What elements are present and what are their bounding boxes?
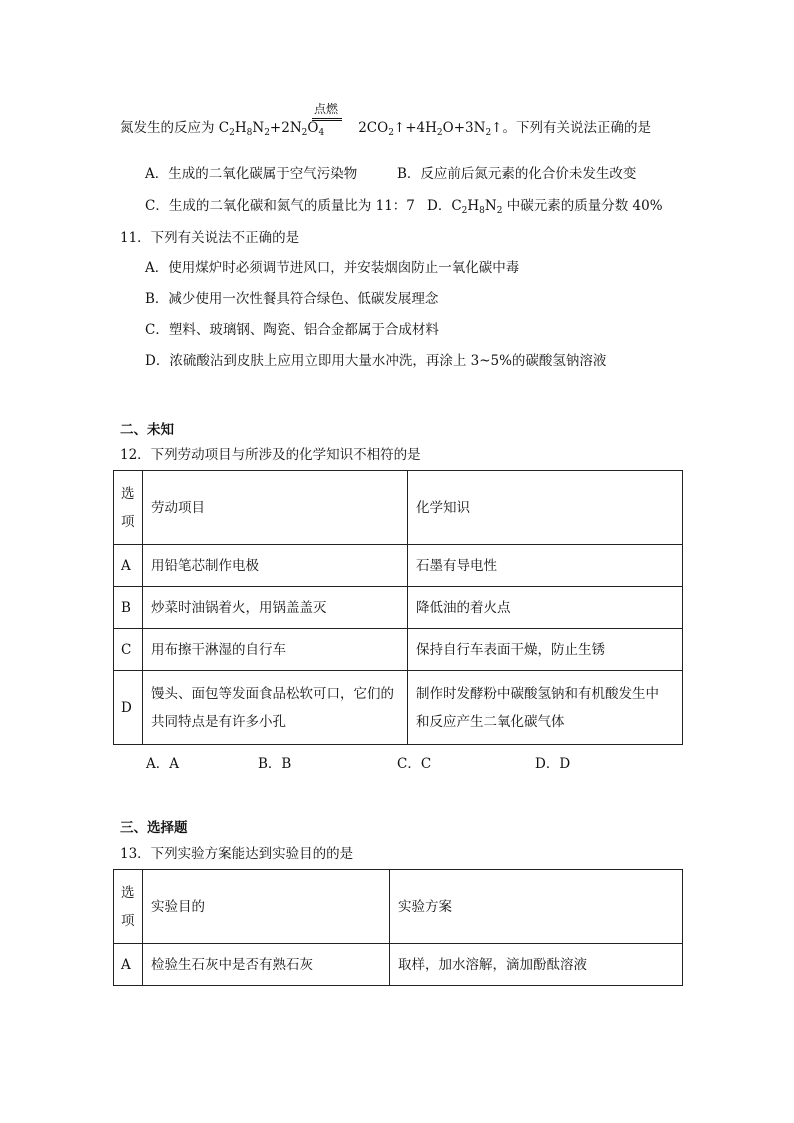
answer-option-b: B．B (258, 756, 292, 772)
table-header-row (114, 870, 683, 944)
table-row (114, 629, 683, 671)
row-col2: 保持自行车表面干燥，防止生锈 (408, 629, 683, 671)
section-three-title: 三、选择题 (120, 820, 188, 836)
q10-option-c: C．生成的二氧化碳和氮气的质量比为 11：7 (145, 198, 415, 214)
q11-option-c: C．塑料、玻璃钢、陶瓷、铝合金都属于合成材料 (145, 322, 439, 338)
row-col2: 降低油的着火点 (408, 587, 683, 629)
row-col1: 馒头、面包等发面食品松软可口，它们的 共同特点是有许多小孔 (143, 671, 408, 745)
row-col1: 用布擦干淋湿的自行车 (143, 629, 408, 671)
table-header-row (114, 471, 683, 545)
row-key: C (114, 629, 143, 671)
row-col2: 制作时发酵粉中碳酸氢钠和有机酸发生中 和反应产生二氧化碳气体 (408, 671, 683, 745)
row-col2: 石墨有导电性 (408, 545, 683, 587)
answer-option-a: A．A (146, 756, 179, 772)
q10-option-a: A．生成的二氧化碳属于空气污染物 (145, 166, 358, 182)
row-col1: 用铅笔芯制作电极 (143, 545, 408, 587)
row-col1: 检验生石灰中是否有熟石灰 (143, 944, 390, 986)
table-row (114, 587, 683, 629)
row-key: D (114, 671, 143, 745)
q11-option-a: A．使用煤炉时必须调节进风口，并安装烟囱防止一氧化碳中毒 (145, 260, 520, 276)
table-row (114, 671, 683, 745)
q11-stem: 11．下列有关说法不正确的是 (120, 230, 300, 246)
row-col1: 炒菜时油锅着火，用锅盖盖灭 (143, 587, 408, 629)
q12-answer-options (146, 752, 666, 770)
q12-table (113, 470, 683, 745)
q13-stem: 13．下列实验方案能达到实验目的的是 (120, 846, 354, 862)
q12-stem: 12．下列劳动项目与所涉及的化学知识不相符的是 (120, 447, 421, 463)
q13-table (113, 869, 683, 986)
header-col1: 实验目的 (143, 870, 390, 944)
reaction-condition: 点燃 (314, 102, 339, 116)
row-key: A (114, 545, 143, 587)
section-two-title: 二、未知 (120, 422, 174, 438)
row-col2: 取样，加水溶解，滴加酚酞溶液 (390, 944, 683, 986)
q11-option-d: D．浓硫酸沾到皮肤上应用立即用大量水冲洗，再涂上 3~5%的碳酸氢钠溶液 (145, 353, 607, 369)
answer-option-d: D．D (535, 756, 571, 772)
q10-option-d: D．$C_2H_8N_2$ 中碳元素的质量分数 40% (427, 198, 663, 216)
q11-option-b: B．减少使用一次性餐具符合绿色、低碳发展理念 (145, 291, 439, 307)
answer-option-c: C．C (397, 756, 432, 772)
header-col2: 化学知识 (408, 471, 683, 545)
q10-option-b: B．反应前后氮元素的化合价未发生改变 (397, 166, 637, 182)
row-key: A (114, 944, 143, 986)
table-row (114, 545, 683, 587)
header-col2: 实验方案 (390, 870, 683, 944)
header-key-cell: 选 项 (114, 870, 143, 944)
header-col1: 劳动项目 (143, 471, 408, 545)
header-key-cell: 选 项 (114, 471, 143, 545)
row-key: B (114, 587, 143, 629)
q10-stem: 氮发生的反应为 $C_2H_8N_2+2N_2O_4$ $2CO_2↑+4H_2O+3N_2↑$。下列有关说法正确的是 (120, 120, 651, 138)
table-row (114, 944, 683, 986)
